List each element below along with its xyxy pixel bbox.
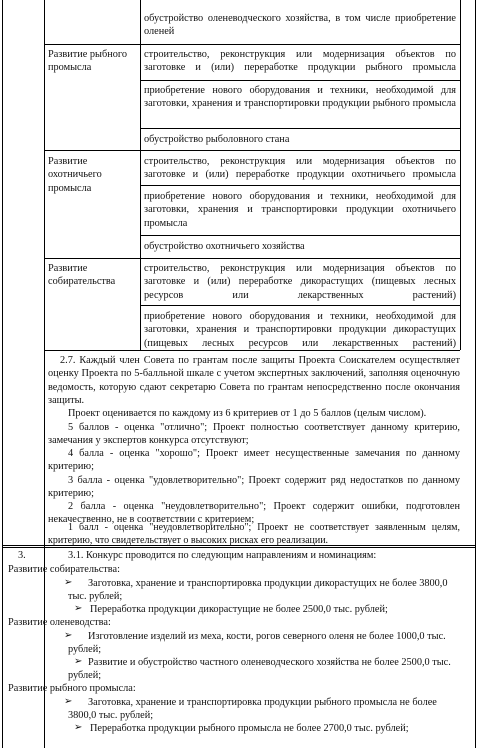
table-border-number-column bbox=[44, 0, 45, 748]
bullet-arrow-icon: ➢ bbox=[74, 656, 83, 667]
rule bbox=[44, 350, 460, 351]
inner-border-category bbox=[140, 0, 141, 350]
item-fishing-camp: обустройство рыболовного стана bbox=[144, 134, 290, 145]
scoring-intro: Проект оценивается по каждому из 6 критериев от 1 до 5 баллов (целым числом). bbox=[68, 408, 427, 419]
rule bbox=[140, 80, 460, 81]
score-5: 5 баллов - оценка "отлично"; Проект полностью соответствует данному критерию, замечания у экспертов конкурса отсутствуют; bbox=[48, 422, 460, 447]
nomination-reindeer-crafts: Изготовление изделий из меха, кости, рогов северного оленя не более 1000,0 тыс. рублей; bbox=[68, 631, 446, 656]
rule bbox=[140, 185, 460, 186]
rule bbox=[140, 150, 460, 151]
item-hunting-farm: обустройство охотничьего хозяйства bbox=[144, 241, 305, 252]
inner-border-right bbox=[460, 0, 461, 350]
item-gathering-equipment: приобретение нового оборудования и техники, необходимой для заготовки, хранения и транспортировки продукции дикорастущих (пищевых лесных ресурсов или лекарственных растений) bbox=[144, 311, 456, 349]
section-number: 3. bbox=[18, 550, 26, 561]
category-fishing: Развитие рыбного промысла bbox=[48, 49, 127, 74]
nomination-reindeer-farm: Развитие и обустройство частного оленеводческого хозяйства не более 2500,0 тыс. рублей; bbox=[68, 657, 451, 682]
bullet-arrow-icon: ➢ bbox=[64, 577, 73, 588]
category-hunting: Развитие охотничьего промысла bbox=[48, 156, 102, 194]
bullet-arrow-icon: ➢ bbox=[74, 603, 83, 614]
item-fishing-construction: строительство, реконструкция или модернизация объектов по заготовке и (или) переработке продукции рыбного промысла bbox=[144, 49, 456, 74]
bullet-arrow-icon: ➢ bbox=[64, 630, 73, 641]
score-3: 3 балла - оценка "удовлетворительно"; Проект содержит ряд недостатков по данному критерию; bbox=[48, 475, 460, 500]
item-gathering-construction: строительство, реконструкция или модернизация объектов по заготовке и (или) переработке дикорастущих (пищевых лесных ресурсов или лекарственных растений) bbox=[144, 263, 456, 301]
nomination-gathering-storage: Заготовка, хранение и транспортировка продукции дикорастущих не более 3800,0 тыс. рублей; bbox=[68, 578, 448, 603]
paragraph-2-7: 2.7. Каждый член Совета по грантам после защиты Проекта Соискателем осуществляет оценку Проекта по 5-балльной шкале с учетом экспертных заключений, заполняя оценочную ведомость, которую сдают секретарю Совета по грантам непосредственно после окончания защиты. bbox=[48, 355, 460, 406]
table-border-right bbox=[475, 0, 476, 748]
group-title-fishing: Развитие рыбного промысла: bbox=[8, 683, 136, 694]
rule bbox=[140, 258, 460, 259]
rule bbox=[140, 235, 460, 236]
rule bbox=[140, 305, 460, 306]
group-title-reindeer: Развитие оленеводства: bbox=[8, 617, 111, 628]
category-gathering: Развитие собирательства bbox=[48, 263, 116, 288]
bullet-arrow-icon: ➢ bbox=[74, 722, 83, 733]
score-4: 4 балла - оценка "хорошо"; Проект имеет несущественные замечания по данному критерию; bbox=[48, 448, 460, 473]
rule bbox=[44, 44, 140, 45]
nomination-gathering-processing: Переработка продукции дикорастущие не более 2500,0 тыс. рублей; bbox=[90, 604, 388, 615]
score-2: 2 балла - оценка "неудовлетворительно"; Проект содержит ошибки, подготовлен некачественно, не в соответствии с критерием; bbox=[48, 501, 460, 526]
item-hunting-construction: строительство, реконструкция или модернизация объектов по заготовке и (или) переработке продукции охотничьего промысла bbox=[144, 156, 456, 181]
bullet-arrow-icon: ➢ bbox=[64, 696, 73, 707]
rule bbox=[44, 258, 140, 259]
score-1: 1 балл - оценка "неудовлетворительно"; Проект не соответствует заявленным целям, критерию, что свидетельствует о высоких рисках его реализации. bbox=[48, 522, 460, 547]
rule bbox=[44, 150, 140, 151]
table-border-left bbox=[2, 0, 3, 748]
nomination-fishing-processing: Переработка продукции рыбного промысла не более 2700,0 тыс. рублей; bbox=[90, 723, 409, 734]
item-hunting-equipment: приобретение нового оборудования и техники, необходимой для заготовки, хранения и транспортировки продукции охотничьего промысла bbox=[144, 191, 456, 229]
rule bbox=[140, 128, 460, 129]
group-title-gathering: Развитие собирательства: bbox=[8, 564, 120, 575]
nomination-fishing-storage: Заготовка, хранение и транспортировка продукции рыбного промысла не более 3800,0 тыс. рублей; bbox=[68, 697, 437, 722]
rule bbox=[140, 44, 460, 45]
section-3-intro: 3.1. Конкурс проводится по следующим направлениям и номинациям: bbox=[68, 550, 377, 561]
item-fishing-equipment: приобретение нового оборудования и техники, необходимой для заготовки, хранения и транспортировки продукции рыбного промысла bbox=[144, 85, 456, 110]
item-reindeer-equipping: обустройство оленеводческого хозяйства, в том числе приобретение оленей bbox=[144, 13, 456, 38]
